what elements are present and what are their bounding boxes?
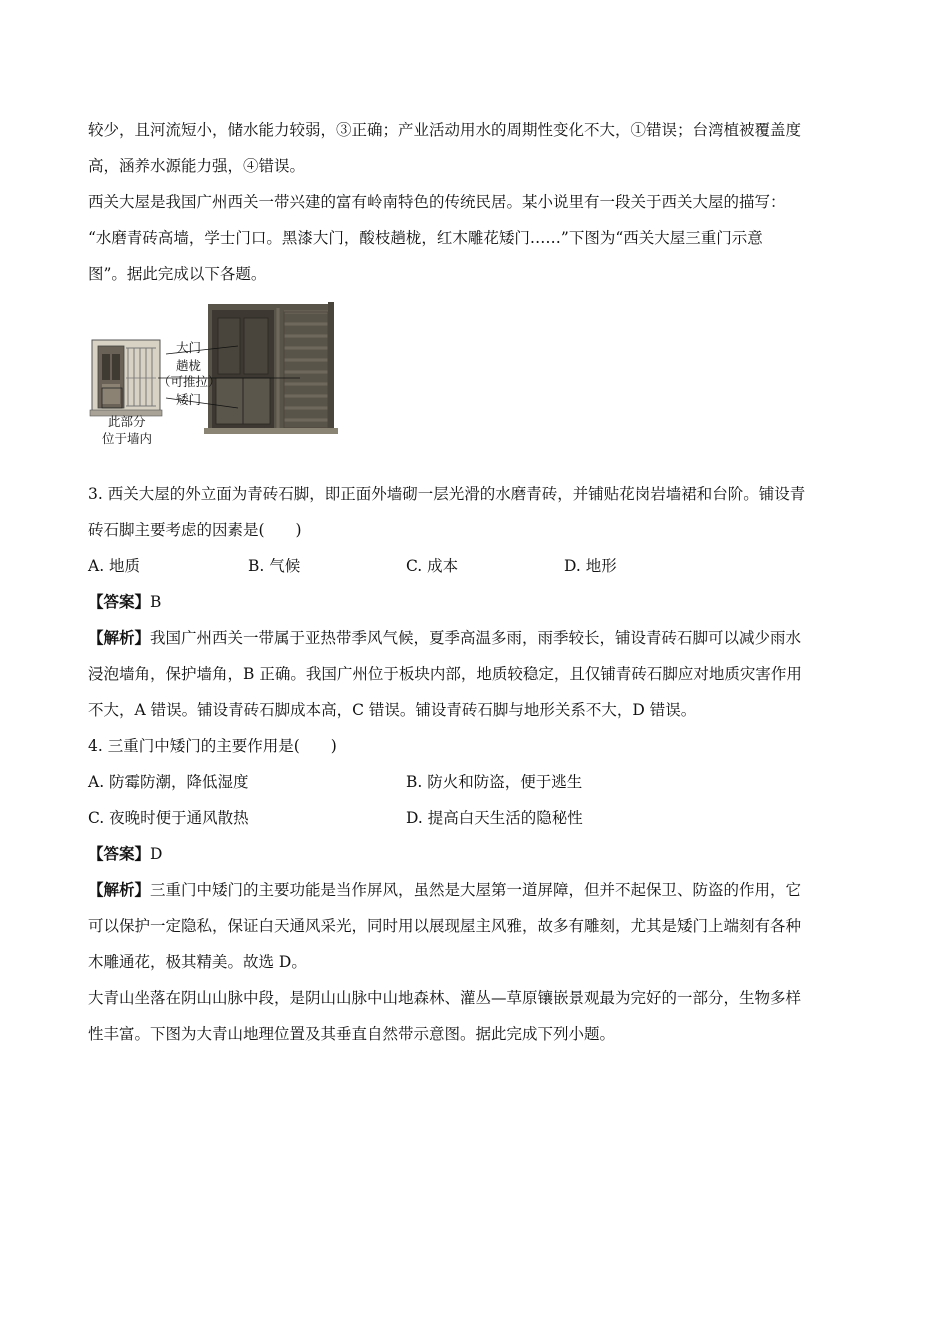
q3-answer-label: 【答案】 <box>88 592 151 611</box>
door-schematic-image <box>90 340 162 416</box>
passage1-line-3: 图”。据此完成以下各题。 <box>88 265 267 283</box>
intro-line-2: 高，涵养水源能力强，④错误。 <box>88 157 306 175</box>
q4-option-d: D. 提高白天生活的隐秘性 <box>406 809 583 827</box>
q3-option-d: D. 地形 <box>564 557 617 575</box>
q3-stem-line-1: 3. 西关大屋的外立面为青砖石脚，即正面外墙砌一层光滑的水磨青砖，并铺贴花岗岩墙裙和台阶。铺设青 <box>88 485 806 503</box>
three-doors-figure <box>88 298 350 450</box>
q4-analysis-label: 【解析】 <box>88 880 151 899</box>
q4-analysis-line-1 <box>88 880 801 900</box>
q4-answer-label: 【答案】 <box>88 844 151 863</box>
passage2-line-1: 大青山坐落在阴山山脉中段，是阴山山脉中山地森林、灌丛—草原镶嵌景观最为完好的一部分，生物多样 <box>88 989 802 1007</box>
q3-analysis-line-2: 浸泡墙角，保护墙角，B 正确。我国广州位于板块内部，地质较稳定，且仅铺青砖石脚应对地质灾害作用 <box>88 665 802 683</box>
label-aimen: 矮门 <box>176 392 202 407</box>
q3-analysis-label: 【解析】 <box>88 628 151 647</box>
passage1-line-1: 西关大屋是我国广州西关一带兴建的富有岭南特色的传统民居。某小说里有一段关于西关大屋的描写： <box>88 193 786 211</box>
q4-answer <box>88 844 162 864</box>
q4-analysis-text-1: 三重门中矮门的主要功能是当作屏风，虽然是大屋第一道屏障，但并不起保卫、防盗的作用，它 <box>150 881 802 899</box>
q3-answer-value: B <box>150 593 162 611</box>
q4-option-a: A. 防霉防潮，降低湿度 <box>88 773 249 791</box>
door-photo-image <box>204 302 338 434</box>
q3-analysis-line-1 <box>88 628 801 648</box>
q3-option-c: C. 成本 <box>406 557 459 575</box>
label-tanglong: 趟栊 <box>176 358 202 373</box>
q3-answer <box>88 592 161 612</box>
q4-stem: 4. 三重门中矮门的主要作用是( ) <box>88 737 337 755</box>
label-inside-1: 此部分 <box>108 414 146 429</box>
q3-analysis-text-1: 我国广州西关一带属于亚热带季风气候，夏季高温多雨，雨季较长，铺设青砖石脚可以减少雨水 <box>150 629 802 647</box>
q4-answer-value: D <box>150 845 163 863</box>
label-tuila: （可推拉） <box>158 374 221 389</box>
intro-line-1: 较少，且河流短小，储水能力较弱，③正确；产业活动用水的周期性变化不大，①错误；台湾植被覆盖度 <box>88 121 802 139</box>
q4-option-c: C. 夜晚时便于通风散热 <box>88 809 249 827</box>
q3-option-a: A. 地质 <box>88 557 141 575</box>
label-damen: 大门 <box>176 340 202 355</box>
passage1-line-2: “水磨青砖高墙，学士门口。黑漆大门，酸枝趟栊，红木雕花矮门……”下图为“西关大屋三重门示意 <box>88 229 763 247</box>
q3-option-b: B. 气候 <box>248 557 301 575</box>
q3-analysis-line-3: 不大，A 错误。铺设青砖石脚成本高，C 错误。铺设青砖石脚与地形关系不大，D 错误。 <box>88 701 697 719</box>
q4-analysis-line-2: 可以保护一定隐私，保证白天通风采光，同时用以展现屋主风雅，故多有雕刻，尤其是矮门上端刻有各种 <box>88 917 802 935</box>
label-inside-2: 位于墙内 <box>102 431 153 446</box>
q4-option-b: B. 防火和防盗，便于逃生 <box>406 773 583 791</box>
q3-stem-line-2: 砖石脚主要考虑的因素是( ) <box>88 521 302 539</box>
q4-analysis-line-3: 木雕通花，极其精美。故选 D。 <box>88 953 307 971</box>
passage2-line-2: 性丰富。下图为大青山地理位置及其垂直自然带示意图。据此完成下列小题。 <box>88 1025 616 1043</box>
